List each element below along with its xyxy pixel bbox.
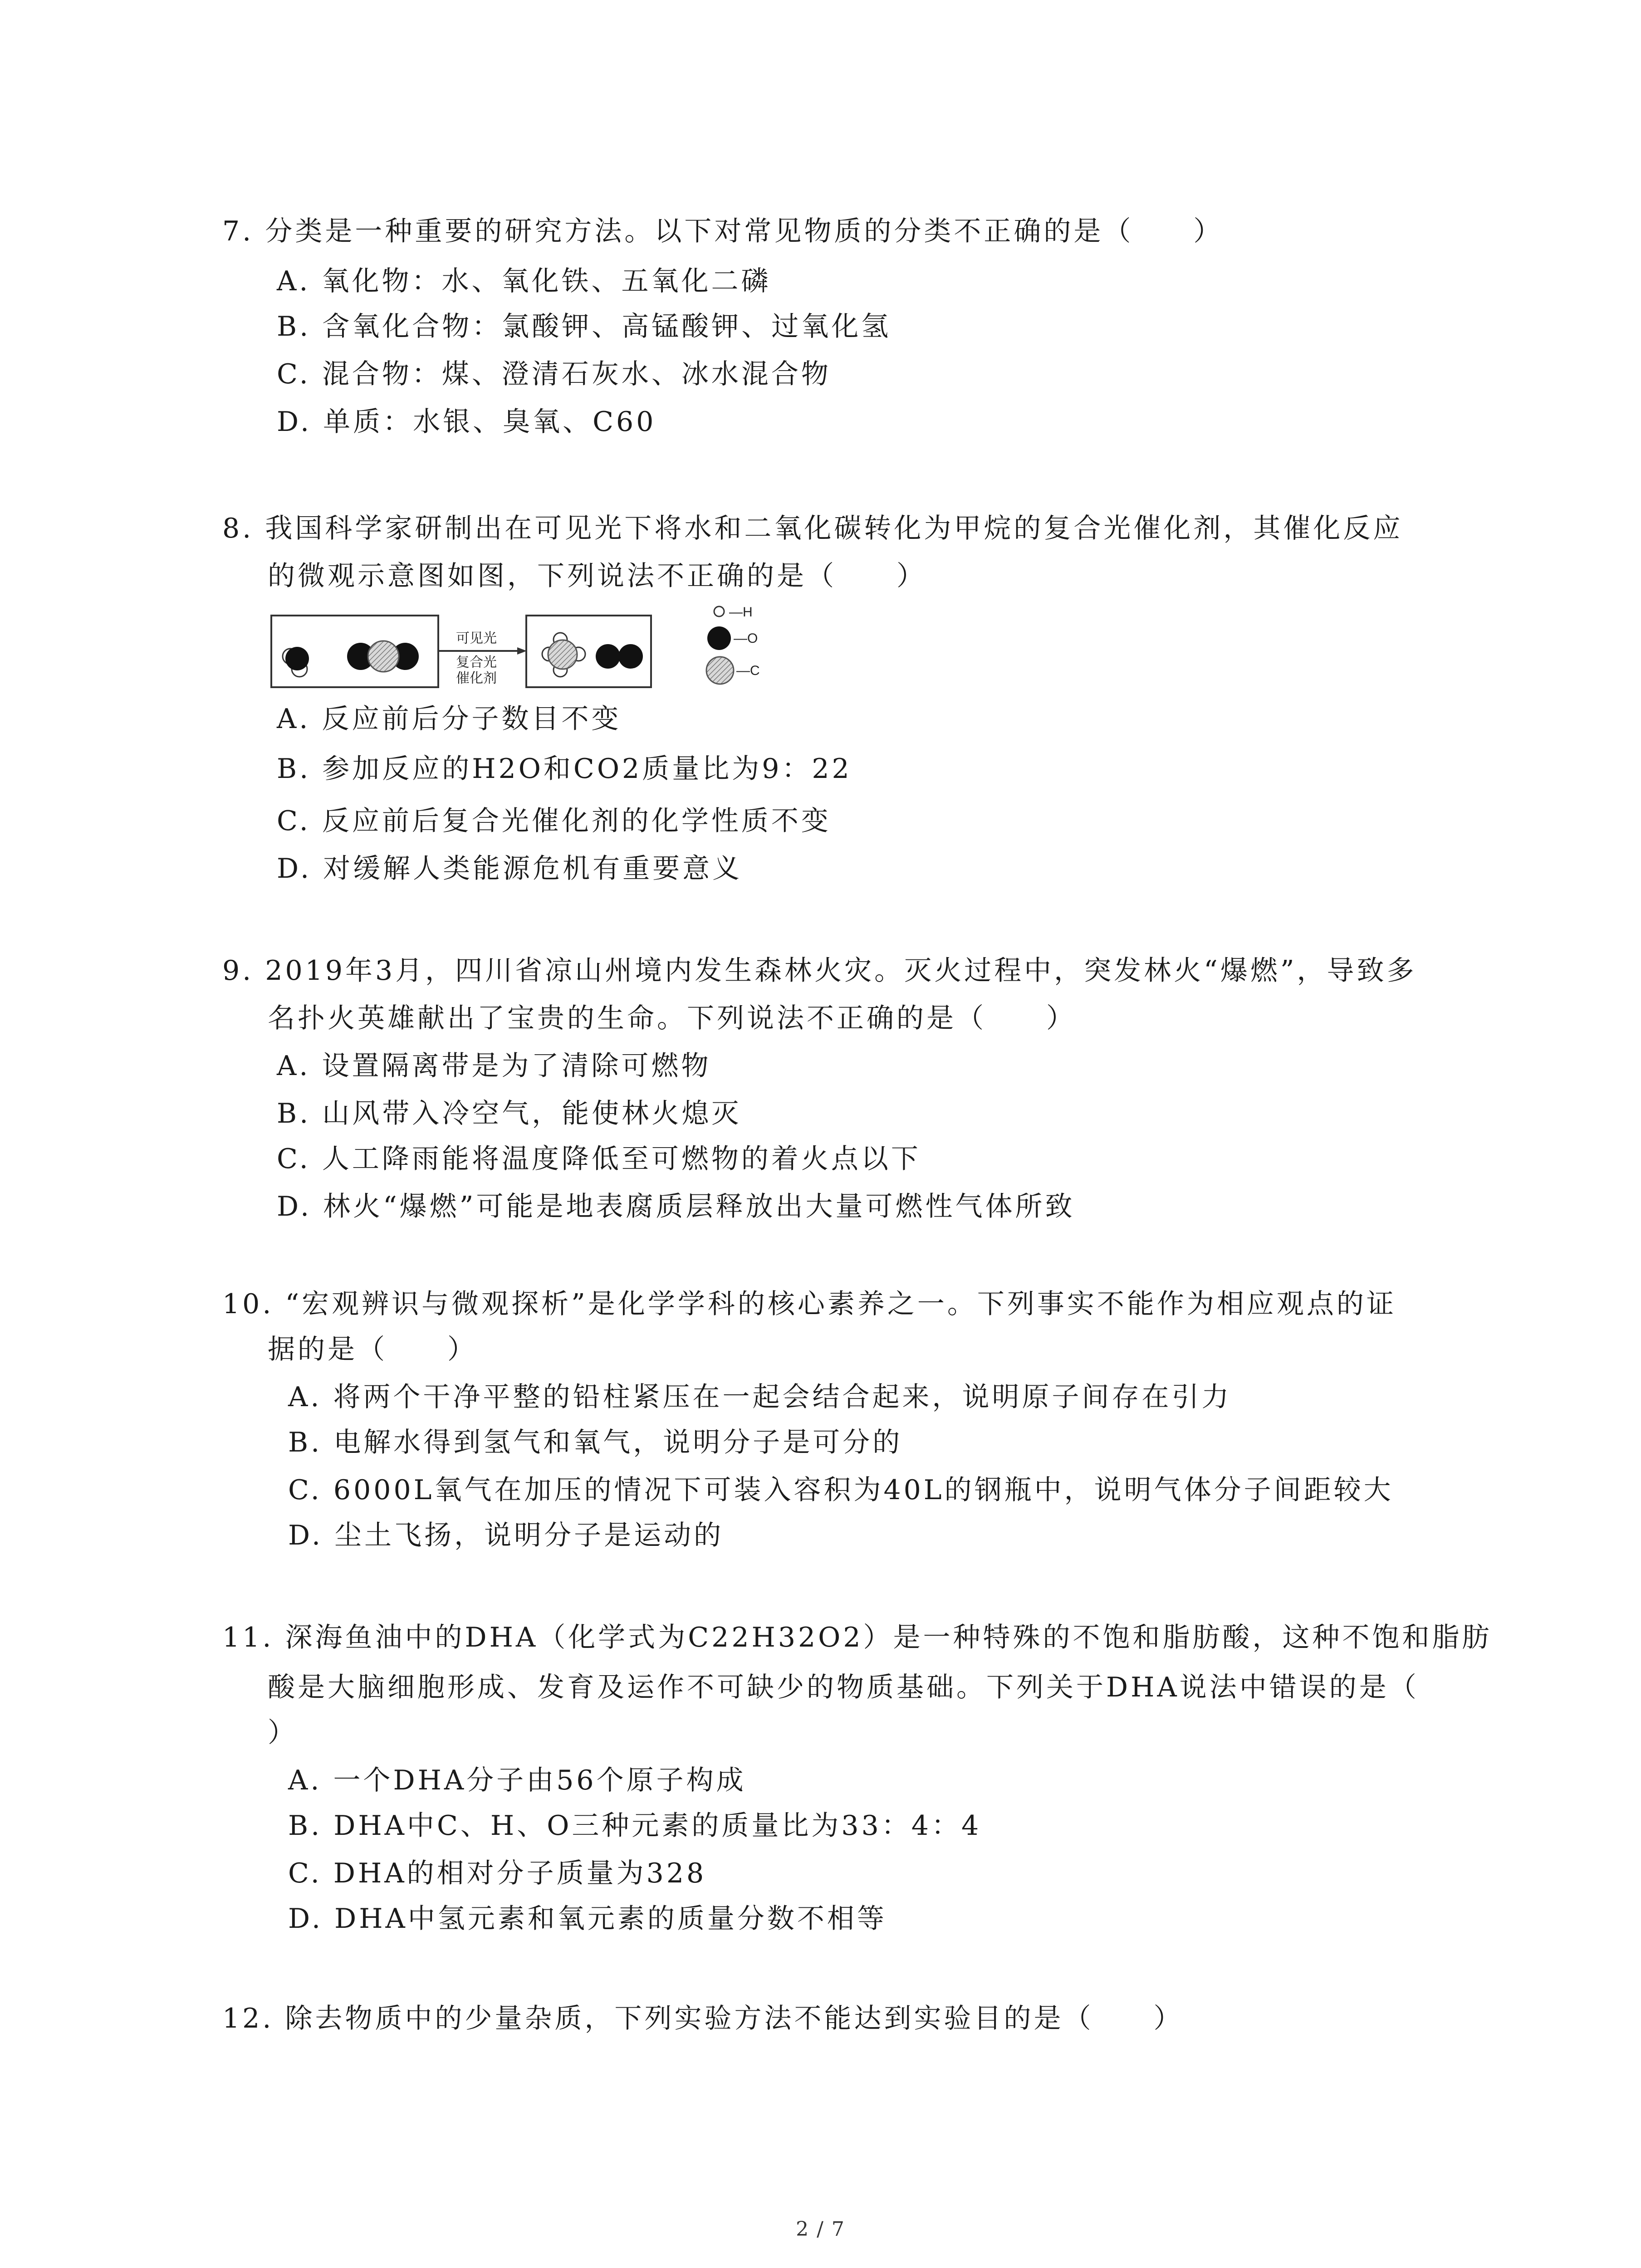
option-letter: A. xyxy=(277,1050,311,1082)
o-atom xyxy=(596,644,620,669)
option-letter: A. xyxy=(277,265,311,297)
option-letter: B. xyxy=(288,1810,323,1842)
q7-option-c xyxy=(277,356,831,392)
option-letter: D. xyxy=(277,406,312,438)
q9-option-b xyxy=(277,1095,741,1132)
option-letter: C. xyxy=(277,358,311,390)
legend xyxy=(706,606,760,684)
q7-option-b xyxy=(277,308,891,345)
option-text: 反应前后复合光催化剂的化学性质不变 xyxy=(322,805,831,837)
option-text: 6000L氧气在加压的情况下可装入容积为40L的钢瓶中，说明气体分子间距较大 xyxy=(333,1474,1394,1506)
option-letter: C. xyxy=(288,1857,322,1889)
option-letter: B. xyxy=(277,753,311,785)
option-letter: B. xyxy=(277,311,311,342)
option-letter: D. xyxy=(277,1191,312,1222)
option-letter: C. xyxy=(277,1143,311,1175)
legend-o-label: —O xyxy=(734,631,758,646)
option-text: 一个DHA分子由56个原子构成 xyxy=(333,1765,746,1796)
option-text: 氧化物：水、氧化铁、五氧化二磷 xyxy=(322,265,771,297)
q10-option-b xyxy=(288,1424,902,1461)
option-letter: C. xyxy=(277,805,311,837)
option-text: 对缓解人类能源危机有重要意义 xyxy=(323,853,743,885)
arrow-label-bottom-2: 催化剂 xyxy=(456,671,497,686)
q8-stem-line-1: 8. 我国科学家研制出在可见光下将水和二氧化碳转化为甲烷的复合光催化剂，其催化反应 xyxy=(222,513,1403,544)
arrow-label-top: 可见光 xyxy=(456,631,497,646)
q10-option-a xyxy=(288,1379,1231,1415)
option-text: 单质：水银、臭氧、C60 xyxy=(323,406,656,438)
option-letter: C. xyxy=(288,1474,322,1506)
q9-option-d xyxy=(277,1188,1075,1225)
legend-h-icon xyxy=(714,606,724,616)
option-letter: D. xyxy=(288,1903,323,1935)
option-letter: A. xyxy=(288,1381,322,1413)
q10-option-c xyxy=(288,1472,1394,1508)
q11-option-b xyxy=(288,1808,981,1844)
option-text: 尘土飞扬，说明分子是运动的 xyxy=(334,1520,724,1551)
q12-stem: 12. 除去物质中的少量杂质，下列实验方法不能达到实验目的是（ ） xyxy=(222,2003,1184,2034)
reaction-diagram xyxy=(270,606,787,696)
arrow-head xyxy=(517,647,527,655)
option-text: 林火“爆燃”可能是地表腐质层释放出大量可燃性气体所致 xyxy=(323,1191,1075,1222)
q8-option-b xyxy=(277,751,852,787)
q8-option-d xyxy=(277,850,742,887)
legend-o-icon xyxy=(707,626,731,650)
option-letter: A. xyxy=(288,1765,322,1796)
q7-option-a xyxy=(277,263,771,299)
q11-stem-line-2: 酸是大脑细胞形成、发育及运作不可缺少的物质基础。下列关于DHA说法中错误的是（ xyxy=(268,1672,1419,1703)
q10-option-d xyxy=(288,1517,724,1554)
arrow-label-bottom-1: 复合光 xyxy=(456,655,497,670)
option-letter: D. xyxy=(288,1520,323,1551)
option-text: 反应前后分子数目不变 xyxy=(322,703,622,735)
option-text: DHA中C、H、O三种元素的质量比为33：4：4 xyxy=(333,1810,982,1842)
carbon-dioxide-molecule xyxy=(347,641,419,672)
option-text: 混合物：煤、澄清石灰水、冰水混合物 xyxy=(322,358,831,390)
q9-stem-line-2: 名扑火英雄献出了宝贵的生命。下列说法不正确的是（ ） xyxy=(268,1002,1076,1034)
q11-option-d xyxy=(288,1901,887,1937)
legend-c-icon xyxy=(706,657,734,684)
q10-stem-line-1: 10. “宏观辨识与微观探析”是化学学科的核心素养之一。下列事实不能作为相应观点的证 xyxy=(222,1288,1396,1320)
q8-option-c xyxy=(277,803,831,839)
q7-stem: 7. 分类是一种重要的研究方法。以下对常见物质的分类不正确的是（ ） xyxy=(222,215,1224,247)
q8-stem-line-2: 的微观示意图如图，下列说法不正确的是（ ） xyxy=(268,560,926,592)
option-text: 山风带入冷空气，能使林火熄灭 xyxy=(322,1098,742,1129)
q10-stem-line-2: 据的是（ ） xyxy=(268,1334,477,1365)
q8-option-a xyxy=(277,701,621,737)
legend-h-label: —H xyxy=(729,606,753,620)
c-atom xyxy=(548,640,577,669)
o-atom xyxy=(285,647,309,670)
q9-option-a xyxy=(277,1048,711,1084)
page-number: 2 / 7 xyxy=(796,2218,845,2241)
option-letter: D. xyxy=(277,853,312,885)
option-text: 人工降雨能将温度降低至可燃物的着火点以下 xyxy=(322,1143,921,1175)
o-atom xyxy=(618,644,643,669)
q11-stem-line-1: 11. 深海鱼油中的DHA（化学式为C22H32O2）是一种特殊的不饱和脂肪酸，这种不饱和脂肪 xyxy=(222,1622,1492,1653)
option-text: DHA的相对分子质量为328 xyxy=(333,1857,707,1889)
option-text: 含氧化合物：氯酸钾、高锰酸钾、过氧化氢 xyxy=(322,311,892,342)
option-text: DHA中氢元素和氧元素的质量分数不相等 xyxy=(334,1903,887,1935)
q11-stem-line-3: ） xyxy=(268,1717,298,1749)
option-text: 参加反应的H2O和CO2质量比为9：22 xyxy=(322,753,852,785)
q7-option-d xyxy=(277,404,656,440)
q9-stem-line-1: 9. 2019年3月，四川省凉山州境内发生森林火灾。灭火过程中，突发林火“爆燃”，导致多 xyxy=(222,955,1417,987)
option-text: 电解水得到氢气和氧气，说明分子是可分的 xyxy=(333,1427,903,1458)
option-text: 设置隔离带是为了清除可燃物 xyxy=(322,1050,711,1082)
q9-option-c xyxy=(277,1141,921,1177)
legend-c-label: —C xyxy=(736,663,760,678)
option-letter: B. xyxy=(277,1098,311,1129)
q11-option-c xyxy=(288,1855,706,1892)
q11-option-a xyxy=(288,1762,746,1799)
option-text: 将两个干净平整的铅柱紧压在一起会结合起来，说明原子间存在引力 xyxy=(333,1381,1232,1413)
option-letter: B. xyxy=(288,1427,323,1458)
option-letter: A. xyxy=(277,703,311,735)
c-atom xyxy=(368,641,399,672)
